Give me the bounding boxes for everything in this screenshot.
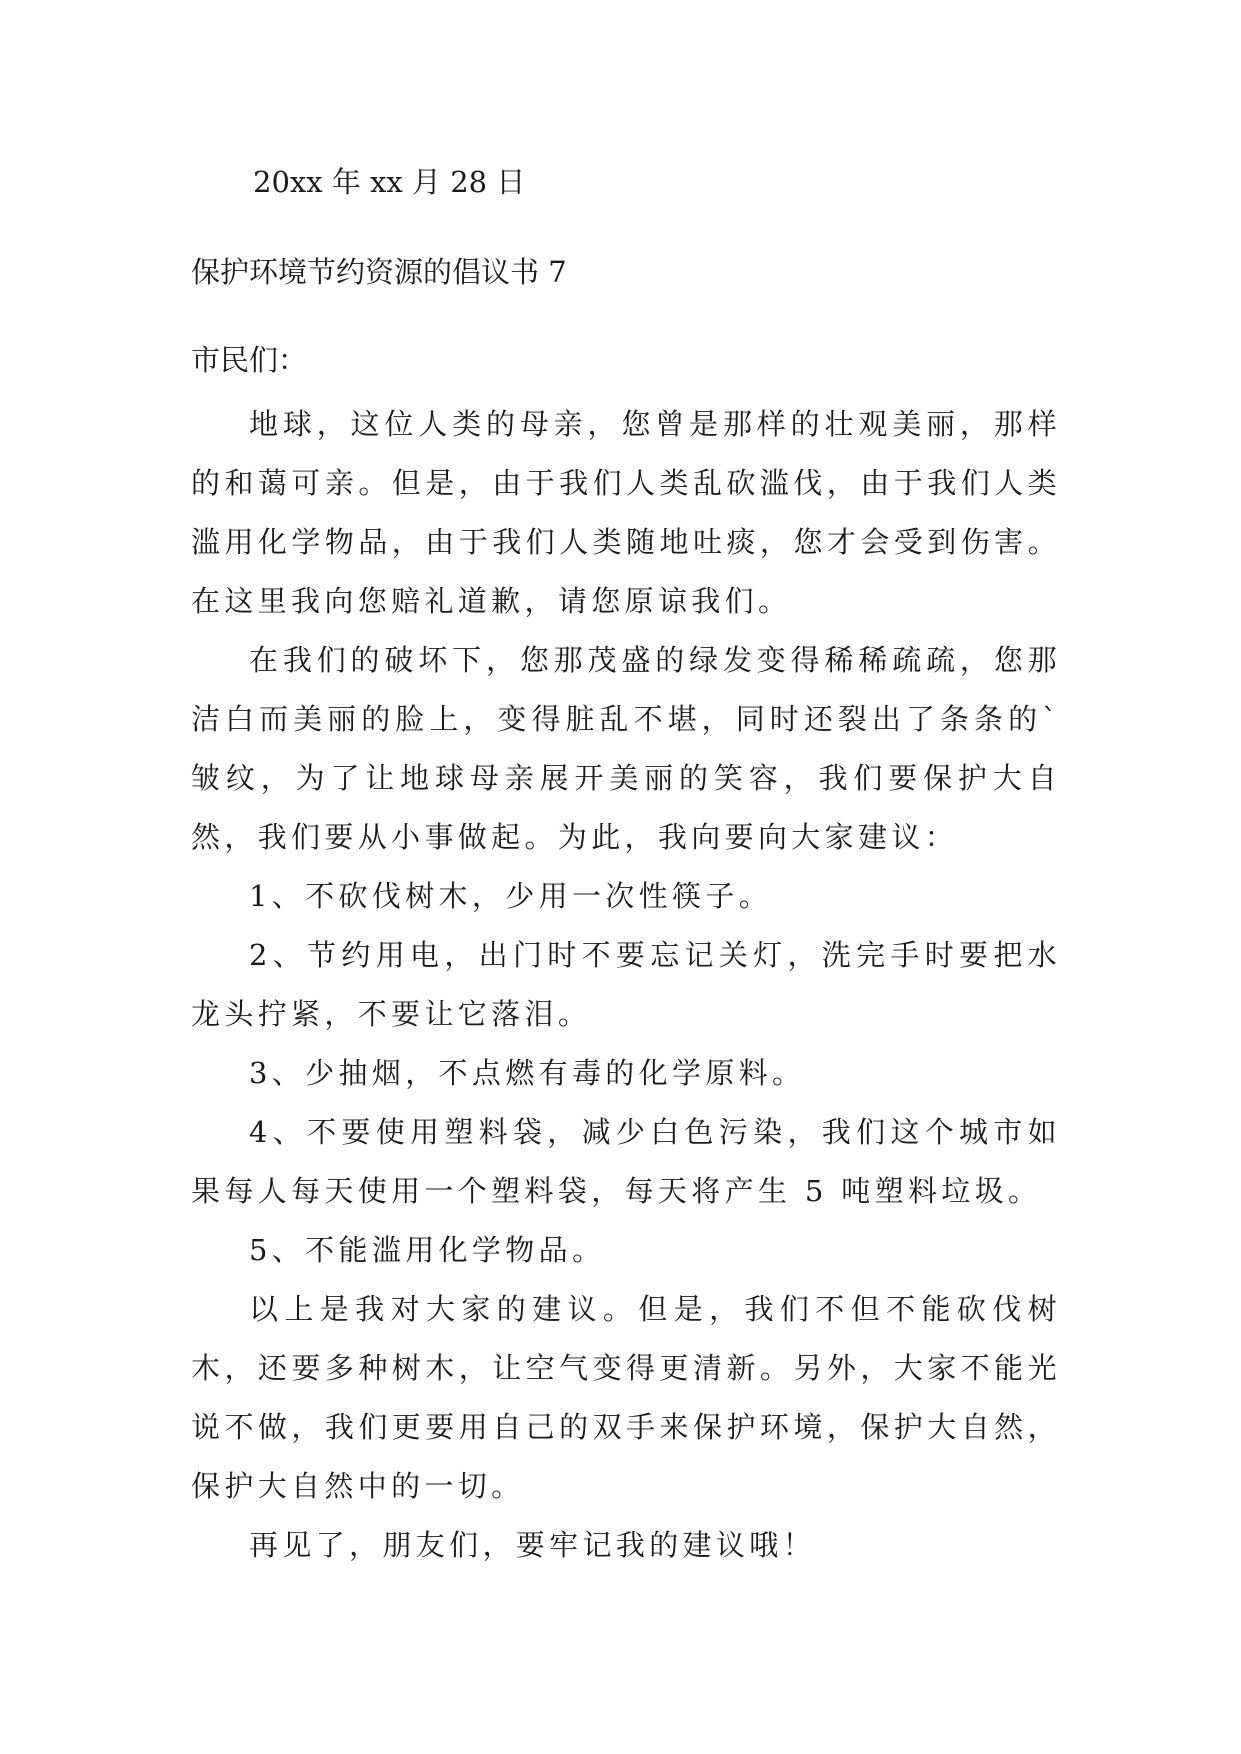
closing-paragraph: 再见了，朋友们，要牢记我的建议哦！ bbox=[249, 1528, 816, 1562]
suggestion-item: 1、不砍伐树木，少用一次性筷子。 bbox=[249, 879, 773, 913]
paragraph: 在我们的破坏下，您那茂盛的绿发变得稀稀疏疏，您那洁白而美丽的脸上，变得脏乱不堪，同时还裂出了条条的`皱纹，为了让地球母亲展开美丽的笑容，我们要保护大自然，我们要从小事做起。为此，我向要向大家建议： bbox=[191, 643, 1061, 854]
paragraph: 以上是我对大家的建议。但是，我们不但不能砍伐树木，还要多种树木，让空气变得更清新。另外，大家不能光说不做，我们更要用自己的双手来保护环境，保护大自然，保护大自然中的一切。 bbox=[191, 1292, 1061, 1503]
letter-salutation: 市民们： bbox=[191, 343, 308, 377]
suggestion-item: 2、节约用电，出门时不要忘记关灯，洗完手时要把水龙头拧紧，不要让它落泪。 bbox=[191, 938, 1061, 1031]
letter-date: 20xx 年 xx 月 28 日 bbox=[253, 165, 526, 199]
letter-body bbox=[191, 395, 1061, 1575]
letter-title: 保护环境节约资源的倡议书 7 bbox=[191, 255, 567, 289]
suggestion-item: 4、不要使用塑料袋，减少白色污染，我们这个城市如果每人每天使用一个塑料袋，每天将产生 5 吨塑料垃圾。 bbox=[191, 1115, 1061, 1208]
paragraph: 地球，这位人类的母亲，您曾是那样的壮观美丽，那样的和蔼可亲。但是，由于我们人类乱砍滥伐，由于我们人类滥用化学物品，由于我们人类随地吐痰，您才会受到伤害。在这里我向您赔礼道歉，请您原谅我们。 bbox=[191, 407, 1061, 618]
suggestion-item: 5、不能滥用化学物品。 bbox=[249, 1233, 606, 1267]
suggestion-item: 3、少抽烟，不点燃有毒的化学原料。 bbox=[249, 1056, 806, 1090]
